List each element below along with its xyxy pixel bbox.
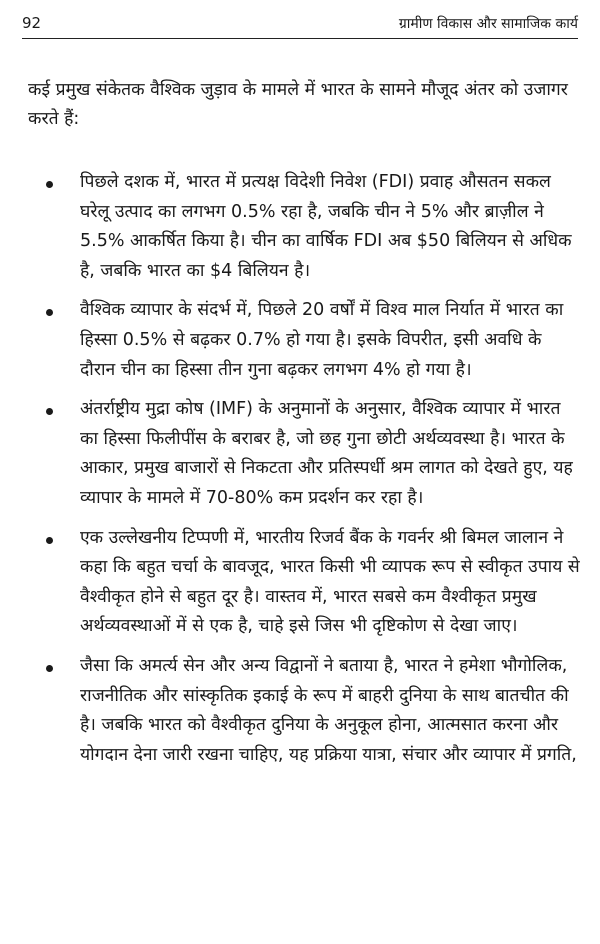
bullet-item-fdi — [28, 168, 582, 286]
running-title: ग्रामीण विकास और सामाजिक कार्य — [398, 16, 578, 32]
bullet-text: जैसा कि अमर्त्य सेन और अन्य विद्वानों ने बताया है, भारत ने हमेशा भौगोलिक, राजनीतिक और सांस्कृतिक इकाई के रूप में बाहरी दुनिया के साथ बातचीत की है। जबकि भारत को वैश्वीकृत दुनिया के अनुकूल होना, आत्मसात करना और योगदान देना जारी रखना चाहिए, यह प्रक्रिया यात्रा, संचार और व्यापार में प्रगति, — [80, 655, 577, 765]
intro-paragraph: कई प्रमुख संकेतक वैश्विक जुड़ाव के मामले में भारत के सामने मौजूद अंतर को उजागर करते हैं: — [28, 80, 568, 129]
bullet-list — [28, 168, 582, 780]
bullet-dot-icon — [46, 537, 53, 544]
bullet-item-imf — [28, 395, 582, 513]
bullet-text: वैश्विक व्यापार के संदर्भ में, पिछले 20 वर्षों में विश्व माल निर्यात में भारत का हिस्सा 0.5% से बढ़कर 0.7% हो गया है। इसके विपरीत, इसी अवधि के दौरान चीन का हिस्सा तीन गुना बढ़कर लगभग 4% हो गया है। — [80, 300, 564, 380]
bullet-dot-icon — [46, 665, 53, 672]
bullet-text: अंतर्राष्ट्रीय मुद्रा कोष (IMF) के अनुमानों के अनुसार, वैश्विक व्यापार में भारत का हिस्सा फिलीपींस के बराबर है, जो छह गुना छोटी अर्थव्यवस्था है। भारत के आकार, प्रमुख बाजारों से निकटता और प्रतिस्पर्धी श्रम लागत को देखते हुए, यह व्यापार के मामले में 70-80% कम प्रदर्शन कर रहा है। — [80, 399, 573, 508]
bullet-dot-icon — [46, 309, 53, 316]
bullet-text: एक उल्लेखनीय टिप्पणी में, भारतीय रिजर्व बैंक के गवर्नर श्री बिमल जालान ने कहा कि बहुत चर्चा के बावजूद, भारत किसी भी व्यापक रूप से स्वीकृत उपाय से वैश्वीकृत होने से बहुत दूर है। वास्तव में, भारत सबसे कम वैश्वीकृत प्रमुख अर्थव्यवस्थाओं में से एक है, चाहे इसे जिस भी दृष्टिकोण से देखा जाए। — [80, 527, 580, 637]
bullet-dot-icon — [46, 181, 53, 188]
bullet-item-sen — [28, 652, 582, 770]
bullet-item-trade — [28, 296, 582, 385]
page-header — [22, 14, 578, 39]
bullet-item-rbi — [28, 524, 582, 642]
bullet-dot-icon — [46, 408, 53, 415]
page-number: 92 — [22, 14, 42, 32]
bullet-text: पिछले दशक में, भारत में प्रत्यक्ष विदेशी निवेश (FDI) प्रवाह औसतन सकल घरेलू उत्पाद का लगभग 0.5% रहा है, जबकि चीन ने 5% और ब्राज़ील ने 5.5% आकर्षित किया है। चीन का वार्षिक FDI अब $50 बिलियन से अधिक है, जबकि भारत का $4 बिलियन है। — [80, 172, 572, 281]
